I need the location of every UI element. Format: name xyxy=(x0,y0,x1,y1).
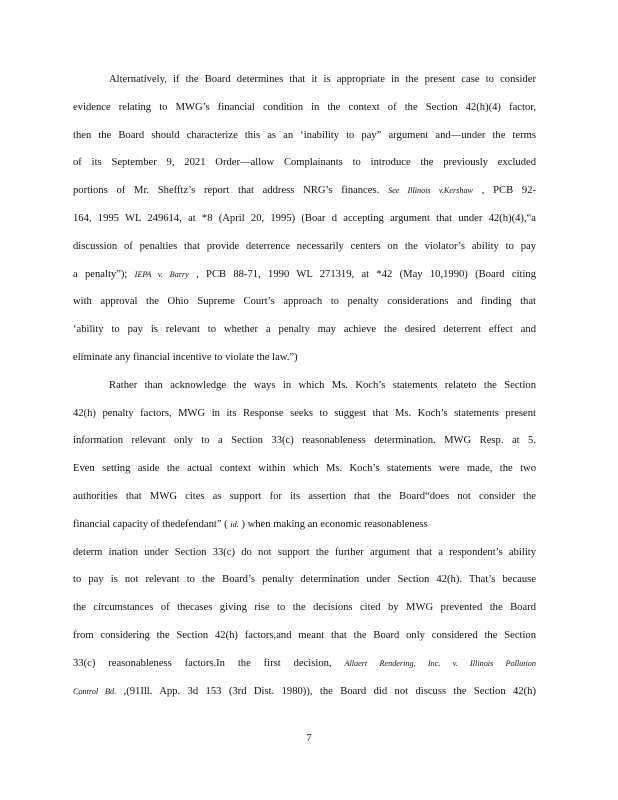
text-line xyxy=(73,539,536,567)
text-run: then the Board should characterize this as an ‘inability to pay” argument and—under the terms xyxy=(73,129,536,141)
case-citation: Allaert Rendering, Inc. v. Illinois Pollution xyxy=(344,658,536,668)
text-run: ) when making an economic reasonableness xyxy=(241,518,428,530)
text-line xyxy=(73,427,536,455)
text-run: , PCB 88-71, 1990 WL 271319, at *42 (May 10,1990) (Board citing xyxy=(196,268,536,280)
text-run: eliminate any financial incentive to violate the law.”) xyxy=(73,351,298,363)
case-citation: See Illinois v.Kershaw xyxy=(387,186,474,196)
text-run: Even setting aside the actual context within which Ms. Koch’s statements were made, the two xyxy=(73,463,536,475)
text-run: ‘ability to pay is relevant to whether a penalty may achieve the desired deterrent effect and xyxy=(73,324,536,336)
text-run: information relevant only to a Section 33(c) reasonableness determination. MWG Resp. at 5. xyxy=(73,435,536,447)
text-line xyxy=(73,316,536,344)
text-line xyxy=(73,455,536,483)
text-run: 33(c) reasonableness factors.In the first decision, xyxy=(73,657,345,669)
text-run: of its September 9, 2021 Order—allow Complainants to introduce the previously excluded xyxy=(73,157,536,169)
text-run: with approval the Ohio Supreme Court’s approach to penalty considerations and finding that xyxy=(73,296,536,308)
case-citation: id. xyxy=(230,519,239,529)
text-line xyxy=(73,66,536,94)
text-run: portions of Mr. Shefftz’s report that address NRG’s finances. xyxy=(73,185,388,197)
body-text xyxy=(73,66,536,705)
text-line xyxy=(73,344,536,372)
text-run: financial capacity of thedefendant” ( xyxy=(73,518,231,530)
text-run: authorities that MWG cites as support for its assertion that the Board“does not consider the xyxy=(73,490,536,502)
text-line xyxy=(73,122,536,150)
text-run: 42(h) penalty factors, MWG in its Response seeks to suggest that Ms. Koch’s statements present xyxy=(73,407,536,419)
text-line xyxy=(73,594,536,622)
text-line xyxy=(73,288,536,316)
text-run: from considering the Section 42(h) factors,and meant that the Board only considered the Section xyxy=(73,629,536,641)
text-run: evidence relating to MWG’s financial condition in the context of the Section 42(h)(4) factor, xyxy=(73,101,536,113)
text-run: discussion of penalties that provide deterrence necessarily centers on the violator’s ability to pay xyxy=(73,240,536,252)
text-line xyxy=(73,372,536,400)
text-line xyxy=(73,650,536,678)
text-run: a penalty”); xyxy=(73,268,135,280)
text-line xyxy=(73,149,536,177)
text-line xyxy=(73,177,536,205)
text-run: Rather than acknowledge the ways in which Ms. Koch’s statements relateto the Section xyxy=(109,379,536,391)
text-run: determ ination under Section 33(c) do not support the further argument that a respondent’s ability xyxy=(73,546,536,558)
text-line xyxy=(73,205,536,233)
text-run: ,(91Ill. App. 3d 153 (3rd Dist. 1980)), the Board did not discuss the Section 42(h) xyxy=(123,685,536,697)
text-run: 164, 1995 WL 249614, at *8 (April 20, 1995) (Boar d accepting argument that under 42(h)(4),“a xyxy=(73,212,536,224)
text-run: Alternatively, if the Board determines that it is appropriate in the present case to consider xyxy=(109,74,536,85)
text-line xyxy=(73,678,536,706)
text-line xyxy=(73,622,536,650)
text-line xyxy=(73,400,536,428)
text-line xyxy=(73,233,536,261)
text-line xyxy=(73,511,536,539)
case-citation: IEPA v. Barry xyxy=(134,269,189,279)
text-line xyxy=(73,566,536,594)
text-run: , PCB 92- xyxy=(481,185,537,197)
page-number: 7 xyxy=(306,733,312,744)
text-line xyxy=(73,94,536,122)
text-run: to pay is not relevant to the Board’s penalty determination under Section 42(h). That’s because xyxy=(73,574,536,586)
text-run: the circumstances of thecases giving rise to the decisions cited by MWG prevented the Board xyxy=(73,602,536,614)
text-line xyxy=(73,483,536,511)
text-line xyxy=(73,261,536,289)
case-citation: Control Bd. xyxy=(73,686,117,696)
